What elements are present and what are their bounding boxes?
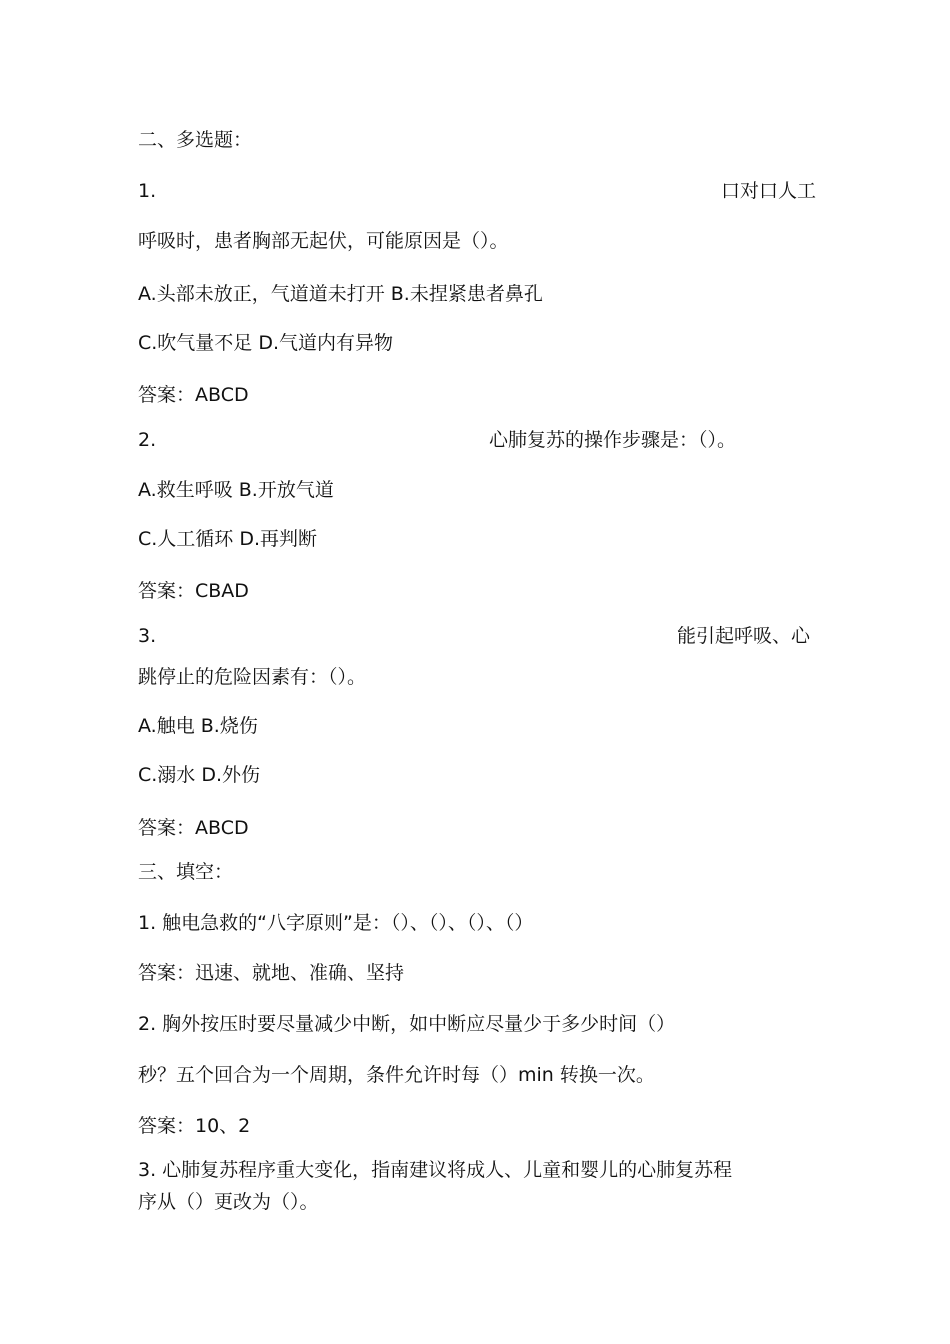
question-options: C.溺水 D.外伤 [138,764,261,786]
section-heading-fill-in: 三、填空： [138,861,234,883]
question-options: A.触电 B.烧伤 [138,715,258,737]
fill-question: 3. 心肺复苏程序重大变化，指南建议将成人、儿童和婴儿的心肺复苏程 [138,1159,733,1181]
question-number: 3. [138,625,157,647]
question-options: A.救生呼吸 B.开放气道 [138,479,334,501]
question-answer: 答案：ABCD [138,384,249,406]
section-heading-multiple-choice: 二、多选题： [138,129,253,151]
question-number: 2. [138,429,157,451]
fill-question-continued: 秒？五个回合为一个周期，条件允许时每（）min 转换一次。 [138,1064,655,1086]
question-options: C.吹气量不足 D.气道内有异物 [138,332,394,354]
fill-question: 2. 胸外按压时要尽量减少中断，如中断应尽量少于多少时间（） [138,1013,676,1035]
question-options: A.头部未放正，气道道未打开 B.未捏紧患者鼻孔 [138,283,543,305]
question-stem: 口对口人工 [720,180,816,202]
question-number: 1. [138,180,157,202]
question-stem: 心肺复苏的操作步骤是：（）。 [489,429,737,451]
question-answer: 答案：CBAD [138,580,249,602]
question-answer: 答案：ABCD [138,817,249,839]
question-stem-continued: 呼吸时，患者胸部无起伏，可能原因是（）。 [138,230,509,252]
fill-question: 1. 触电急救的“八字原则”是：（）、（）、（）、（） [138,912,534,934]
question-answer: 答案：10、2 [138,1115,251,1137]
question-options: C.人工循环 D.再判断 [138,528,318,550]
question-answer: 答案：迅速、就地、准确、坚持 [138,962,405,984]
question-stem-continued: 跳停止的危险因素有：（）。 [138,666,367,688]
question-stem: 能引起呼吸、心 [676,625,810,647]
fill-question-continued: 序从（）更改为（）。 [138,1191,319,1213]
